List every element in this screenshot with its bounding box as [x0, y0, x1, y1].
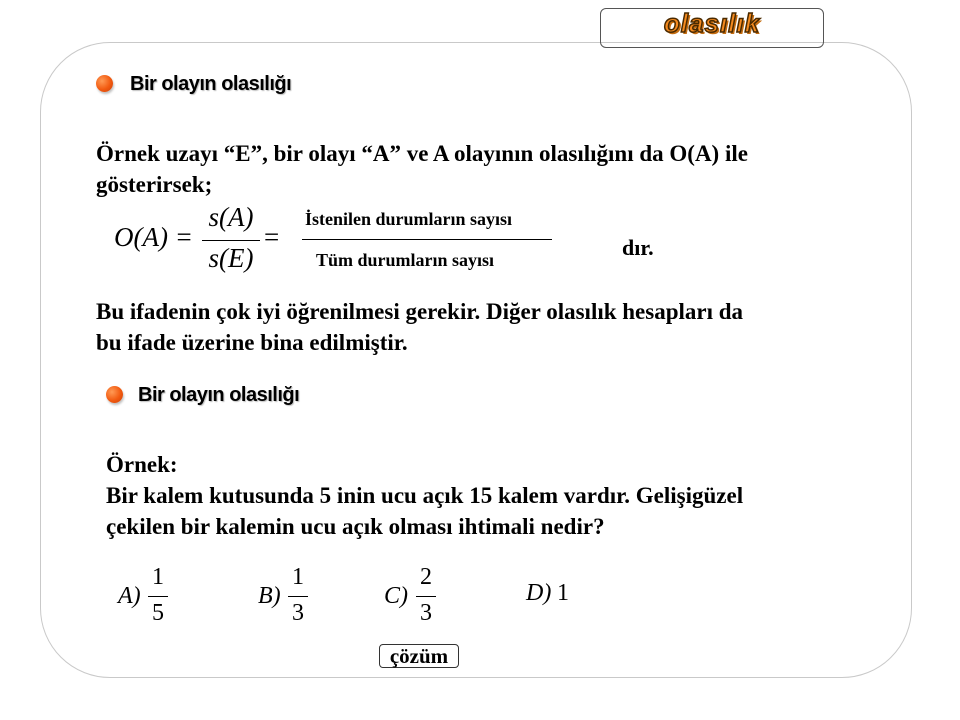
formula-text-numerator: İstenilen durumların sayısı: [305, 209, 513, 229]
section1-note: [96, 296, 743, 358]
orange-ball-bullet-icon: [106, 386, 123, 403]
intro-line-1: Örnek uzayı “E”, bir olayı “A” ve A olayının olasılığını da O(A) ile: [96, 141, 748, 166]
option-label: B): [258, 583, 281, 609]
solution-button[interactable]: çözüm: [379, 644, 459, 668]
formula-text-denominator: Tüm durumların sayısı: [316, 250, 495, 270]
formula-equals: =: [264, 222, 280, 252]
option-label: C): [384, 583, 408, 609]
option-numerator: 1: [152, 564, 164, 590]
option-fraction: [414, 564, 438, 628]
section2-heading: Bir olayın olasılığı: [138, 384, 300, 406]
formula-lhs: O(A) =: [114, 222, 193, 252]
option-fraction-bar: [148, 596, 168, 597]
option-fraction: [146, 564, 170, 628]
formula-denominator: s(E): [208, 243, 254, 273]
option-denominator: 5: [152, 600, 164, 626]
orange-ball-bullet-icon: [96, 75, 113, 92]
text-fraction-bar: [302, 239, 552, 240]
option-denominator: 3: [292, 600, 304, 626]
example-block: [106, 449, 743, 542]
brand-title: olasılık: [663, 7, 761, 38]
question-line-2: çekilen bir kalemin ucu açık olması ihtimali nedir?: [106, 514, 605, 539]
option-fraction-bar: [416, 596, 436, 597]
formula-fraction: [200, 202, 262, 278]
option-numerator: 1: [292, 564, 304, 590]
fraction-bar: [202, 240, 260, 241]
option-label: D): [526, 580, 552, 606]
section1-intro: [96, 138, 748, 200]
section1-heading: Bir olayın olasılığı: [130, 73, 292, 95]
note-line-1: Bu ifadenin çok iyi öğrenilmesi gerekir. Diğer olasılık hesapları da: [96, 299, 744, 324]
example-label: Örnek:: [106, 452, 178, 477]
question-line-1: Bir kalem kutusunda 5 inin ucu açık 15 kalem vardır. Gelişigüzel: [106, 483, 744, 508]
formula-numerator: s(A): [208, 202, 254, 232]
formula-suffix: dır.: [622, 235, 654, 260]
note-line-2: bu ifade üzerine bina edilmiştir.: [96, 330, 408, 355]
intro-line-2: gösterirsek;: [96, 172, 213, 197]
option-fraction-bar: [288, 596, 308, 597]
option-label: A): [118, 583, 141, 609]
option-denominator: 3: [420, 600, 432, 626]
brand-box: [600, 8, 824, 48]
option-numerator: 2: [420, 564, 432, 590]
option-value: 1: [557, 580, 569, 606]
option-fraction: [286, 564, 310, 628]
